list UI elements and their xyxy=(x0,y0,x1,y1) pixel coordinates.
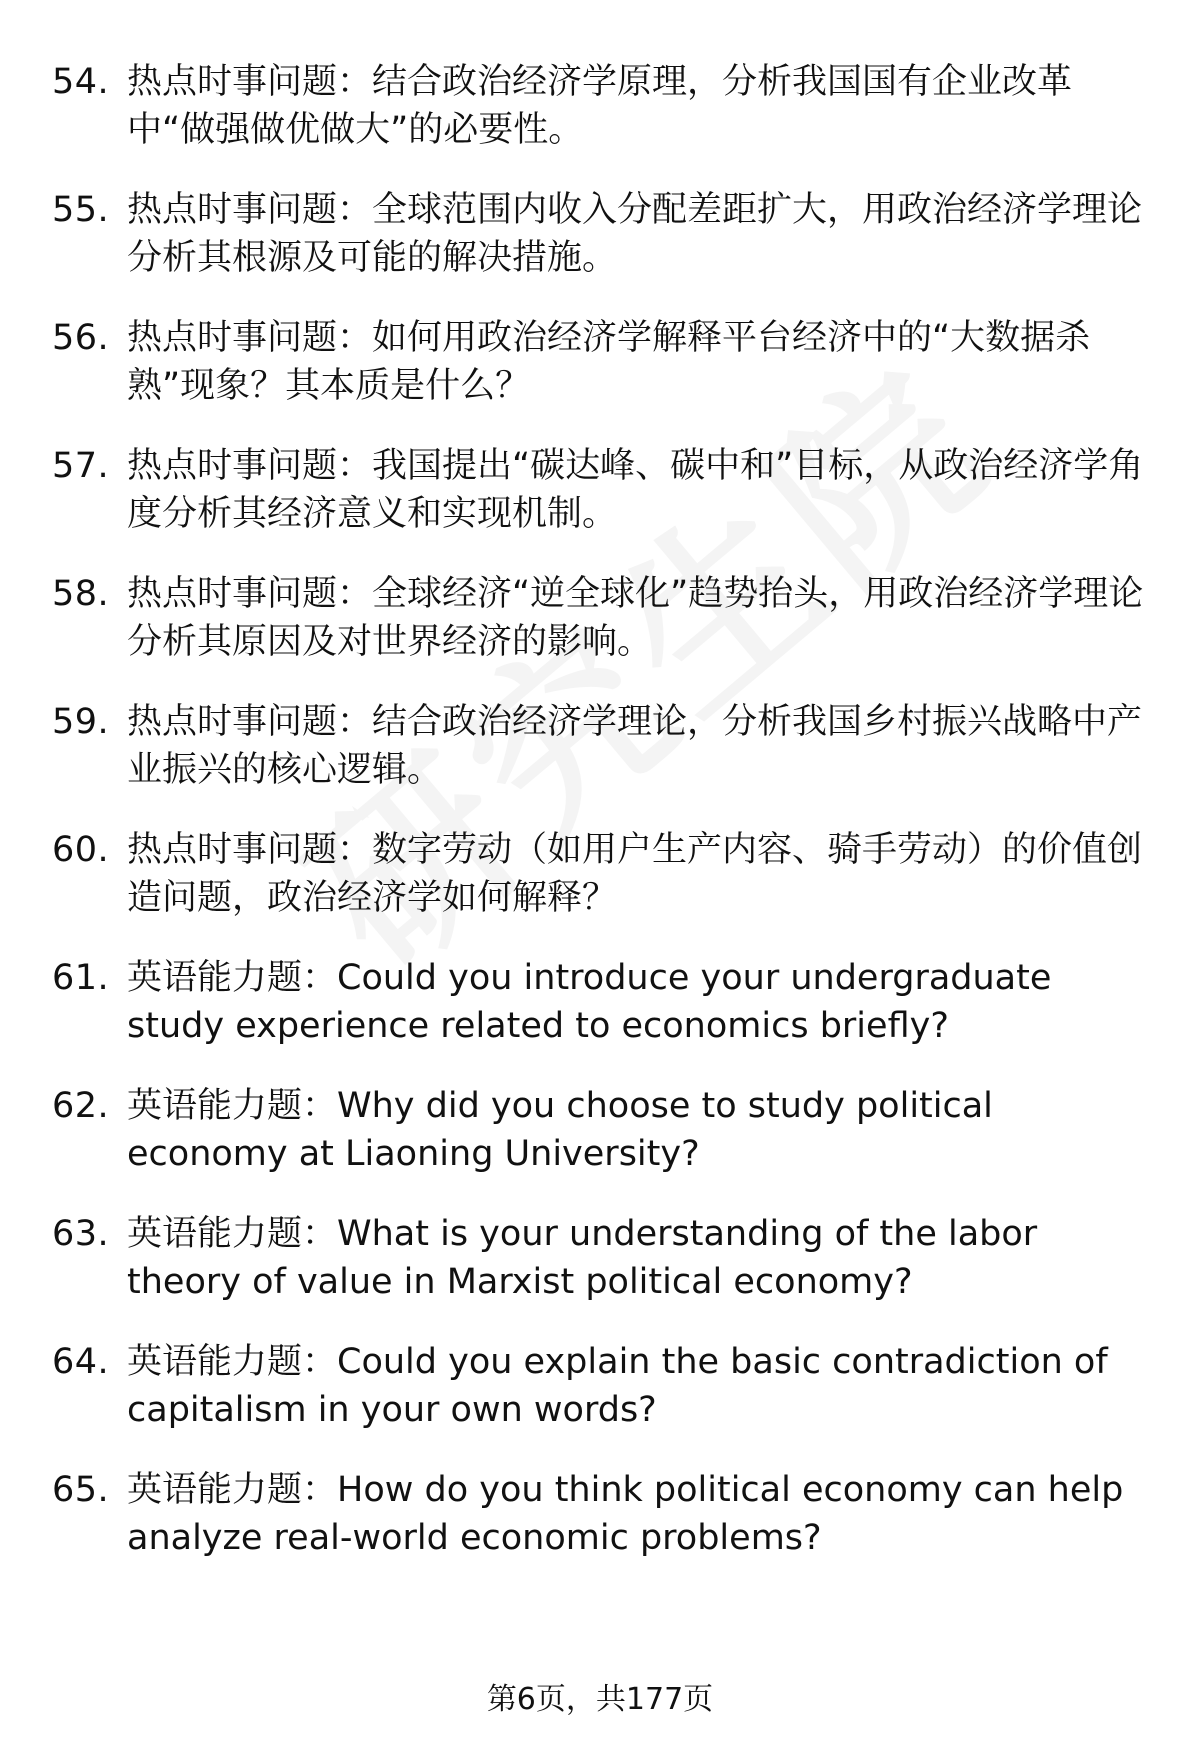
question-number: 60. xyxy=(52,830,110,870)
question-number: 64. xyxy=(52,1342,110,1382)
question-number: 56. xyxy=(52,318,110,358)
question-body: Why did you choose to study political economy at Liaoning University? xyxy=(127,1086,993,1174)
question-item xyxy=(52,1338,1152,1434)
question-number: 59. xyxy=(52,702,110,742)
question-body: 数字劳动（如用户生产内容、骑手劳动）的价值创造问题，政治经济学如何解释？ xyxy=(127,830,1143,918)
question-text xyxy=(127,1338,1152,1434)
question-item xyxy=(52,954,1152,1050)
question-item xyxy=(52,1082,1152,1178)
question-category: 英语能力题： xyxy=(127,958,338,998)
question-body: 全球经济“逆全球化”趋势抬头，用政治经济学理论分析其原因及对世界经济的影响。 xyxy=(127,574,1144,662)
question-category: 热点时事问题： xyxy=(127,702,373,742)
question-item xyxy=(52,442,1152,538)
question-category: 热点时事问题： xyxy=(127,190,373,230)
question-number: 61. xyxy=(52,958,110,998)
question-text xyxy=(127,1466,1152,1562)
question-body: 全球范围内收入分配差距扩大，用政治经济学理论分析其根源及可能的解决措施。 xyxy=(127,190,1143,278)
question-item xyxy=(52,1210,1152,1306)
question-text xyxy=(127,698,1152,794)
question-text xyxy=(127,1082,1152,1178)
question-item xyxy=(52,58,1152,154)
page-footer: 第6页，共177页 xyxy=(486,1682,714,1717)
question-list xyxy=(52,58,1152,1594)
question-category: 英语能力题： xyxy=(127,1086,338,1126)
question-number: 62. xyxy=(52,1086,110,1126)
question-text xyxy=(127,58,1152,154)
question-category: 热点时事问题： xyxy=(127,62,373,102)
question-body: 结合政治经济学理论，分析我国乡村振兴战略中产业振兴的核心逻辑。 xyxy=(127,702,1143,790)
question-item xyxy=(52,570,1152,666)
question-category: 热点时事问题： xyxy=(127,574,373,614)
question-body: 结合政治经济学原理，分析我国国有企业改革中“做强做优做大”的必要性。 xyxy=(127,62,1073,150)
question-text xyxy=(127,314,1152,410)
question-text xyxy=(127,1210,1152,1306)
question-body: Could you introduce your undergraduate study experience related to economics briefly? xyxy=(127,958,1052,1046)
question-text xyxy=(127,186,1152,282)
question-item xyxy=(52,1466,1152,1562)
question-number: 54. xyxy=(52,62,110,102)
question-body: What is your understanding of the labor theory of value in Marxist political economy? xyxy=(127,1214,1038,1302)
question-category: 热点时事问题： xyxy=(127,318,373,358)
question-number: 65. xyxy=(52,1470,110,1510)
question-text xyxy=(127,442,1152,538)
question-body: 如何用政治经济学解释平台经济中的“大数据杀熟”现象？其本质是什么？ xyxy=(127,318,1091,406)
question-text xyxy=(127,954,1152,1050)
question-category: 热点时事问题： xyxy=(127,830,373,870)
question-number: 63. xyxy=(52,1214,110,1254)
question-number: 57. xyxy=(52,446,110,486)
question-body: How do you think political economy can help analyze real-world economic problems? xyxy=(127,1470,1124,1558)
question-body: Could you explain the basic contradiction of capitalism in your own words? xyxy=(127,1342,1108,1430)
question-item xyxy=(52,314,1152,410)
question-category: 热点时事问题： xyxy=(127,446,373,486)
question-item xyxy=(52,186,1152,282)
question-category: 英语能力题： xyxy=(127,1470,338,1510)
question-body: 我国提出“碳达峰、碳中和”目标，从政治经济学角度分析其经济意义和实现机制。 xyxy=(127,446,1144,534)
question-number: 58. xyxy=(52,574,110,614)
question-number: 55. xyxy=(52,190,110,230)
question-text xyxy=(127,570,1152,666)
question-item xyxy=(52,698,1152,794)
question-item xyxy=(52,826,1152,922)
question-text xyxy=(127,826,1152,922)
question-category: 英语能力题： xyxy=(127,1342,338,1382)
question-category: 英语能力题： xyxy=(127,1214,338,1254)
